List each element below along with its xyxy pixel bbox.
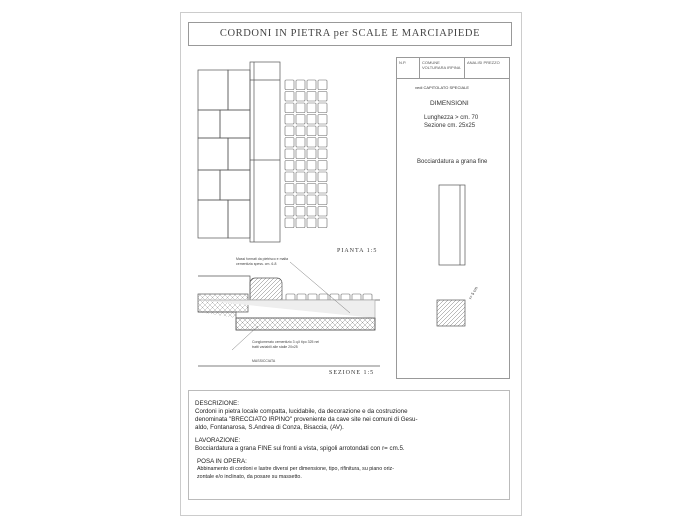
plan-tile-grid xyxy=(285,80,372,301)
lavorazione-text: Bocciardatura a grana FINE sui fronti a vista, spigoli arrotondati con r= cm.5. xyxy=(195,445,405,452)
lunghezza: Lunghezza > cm. 70 xyxy=(424,115,479,121)
massetto-note: Massi formati da pietrisco e malta cementizia spess. cm. 6-8 xyxy=(236,257,289,266)
dimensioni-heading: DIMENSIONI xyxy=(430,100,469,107)
page-title: CORDONI IN PIETRA per SCALE E MARCIAPIEDE xyxy=(188,22,512,46)
posa-heading: POSA IN OPERA: xyxy=(197,458,247,465)
lavorazione-heading: LAVORAZIONE: xyxy=(195,437,241,444)
massicciata-note: MASSICCIATA xyxy=(252,359,276,363)
plan-view xyxy=(198,62,280,242)
pianta-label: PIANTA 1:5 xyxy=(337,248,378,254)
posa-line: zontale e/o inclinato, da posare su massetto. xyxy=(197,473,302,480)
capitolato-ref: vedi CAPITOLATO SPECIALE xyxy=(415,85,470,90)
descrizione-heading: DESCRIZIONE: xyxy=(195,400,240,407)
descrizione-line: denominata "BRECCIATO IRPINO" proveniente da cave site nei comuni di Gesu- xyxy=(195,416,418,423)
comune-cell: COMUNE VOLTURARA IRPINA xyxy=(420,58,465,78)
sezione-label: SEZIONE 1:5 xyxy=(329,370,375,376)
finitura: Bocciardatura a grana fine xyxy=(417,159,488,165)
descrizione-line: Cordoni in pietra locale compatta, lucidabile, da decorazione e da costruzione xyxy=(195,408,408,415)
description-panel xyxy=(188,390,510,500)
conglomerato-note: Conglomerato cementizio 3 q.li tipo 325 nei tratti variabili alle stalle 20x25 xyxy=(252,340,320,349)
section-view xyxy=(198,262,380,366)
descrizione-line: aldo, Fontanarosa, S.Andrea di Conza, Bisaccia, (AV). xyxy=(195,424,344,431)
np-cell: N.P. xyxy=(397,58,420,78)
analisi-cell: ANALISI PREZZO xyxy=(467,60,500,65)
sezione: Sezione cm. 25x25 xyxy=(424,123,476,129)
posa-line: Abbinamento di cordoni e lastre diversi per dimensione, tipo, rifinitura, su piano oriz- xyxy=(197,466,394,472)
radius-note: r= 5 cm. xyxy=(467,284,480,301)
